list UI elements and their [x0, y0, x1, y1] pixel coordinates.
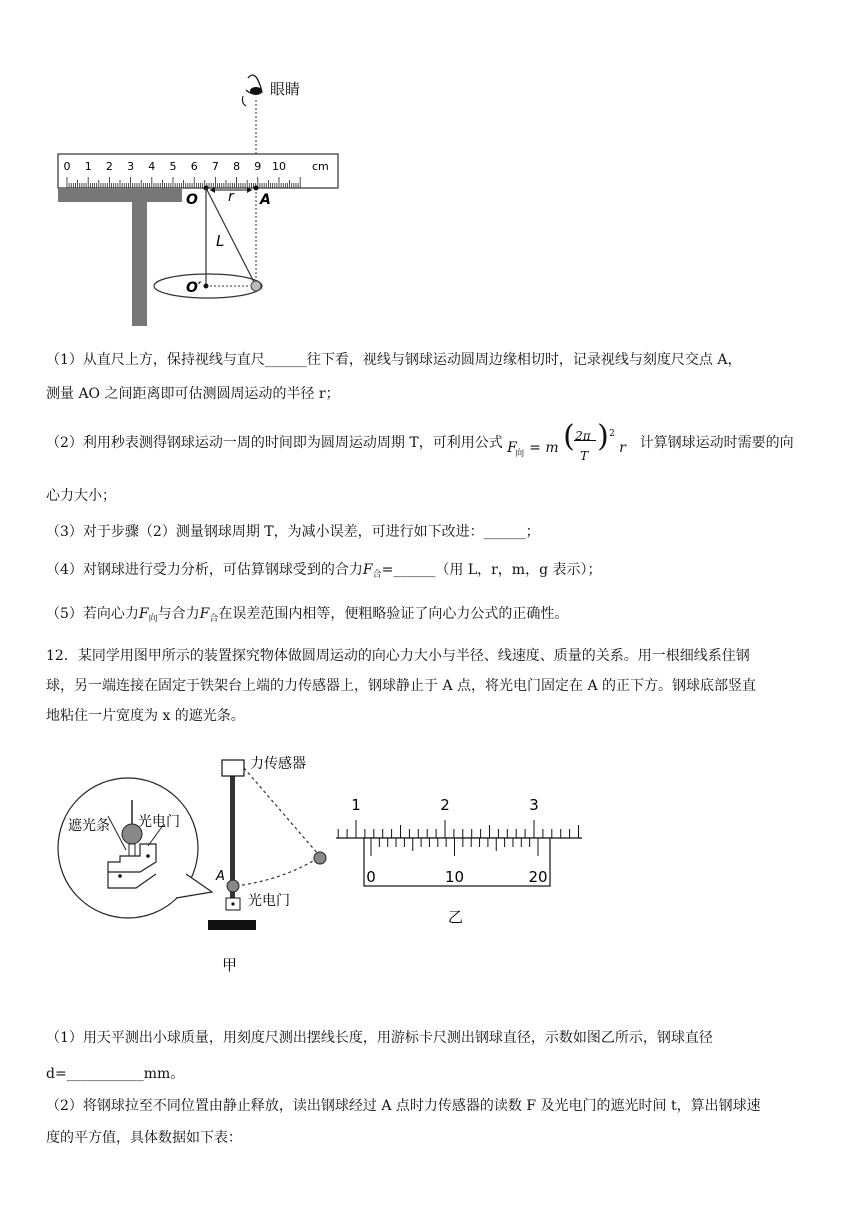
q11-step2-after: 计算钢球运动时需要的向 [639, 435, 794, 451]
figure-1-conical-pendulum [0, 0, 860, 340]
q12-part1-line2: d=___________mm。 [46, 1066, 185, 1082]
ruler-tick-label: 3 [127, 160, 135, 173]
label-o-prime: O′ [186, 280, 202, 296]
inset-shade-strip-label: 遮光条 [68, 818, 110, 834]
q11-step3: （3）对于步骤（2）测量钢球周期 T，为减小误差，可进行如下改进：______； [46, 524, 540, 540]
q11-step1-line1: （1）从直尺上方，保持视线与直尺______往下看，视线与钢球运动圆周边缘相切时，记录视线与刻度尺交点 A， [46, 352, 742, 368]
q11-step4: （4）对钢球进行受力分析，可估算钢球受到的合力$F_合=\_\_\_\_\_\_$（用 L，r，m，g 表示）； [46, 562, 602, 580]
vernier-scale-label: 20 [528, 868, 548, 886]
centripetal-formula: F 向 = m ( 2π T ) 2 r [507, 419, 626, 463]
main-scale-label: 2 [440, 796, 450, 814]
figure-2-apparatus [0, 740, 860, 990]
orbit-center [204, 284, 209, 289]
force-sensor-label: 力传感器 [250, 756, 306, 772]
label-r: r [228, 189, 234, 205]
eye-icon [242, 75, 262, 106]
ruler-tick-label: 6 [190, 160, 198, 173]
q12-part1-line1: （1）用天平测出小球质量，用刻度尺测出摆线长度，用游标卡尺测出钢球直径，示数如图乙所示，钢球直径 [46, 1030, 713, 1046]
main-scale-label: 3 [529, 796, 539, 814]
ruler-tick-label: 9 [254, 160, 262, 173]
q11-step2-before: （2）利用秒表测得钢球运动一周的时间即为圆周运动周期 T，可利用公式 [46, 435, 503, 451]
ruler-tick-label: 0 [63, 160, 71, 173]
ruler [58, 154, 338, 188]
main-scale-label: 1 [351, 796, 361, 814]
ruler-tick-label: 2 [105, 160, 113, 173]
q12-line1: 12．某同学用图甲所示的装置探究物体做圆周运动的向心力大小与半径、线速度、质量的关系。用一根细线系住钢 [46, 648, 750, 664]
stand-pillar [132, 202, 147, 326]
vernier-caliper [336, 796, 582, 886]
main-scale-labels [351, 796, 539, 814]
ruler-tick-label: 5 [169, 160, 177, 173]
displaced-ball [314, 852, 326, 864]
swing-path [236, 858, 318, 886]
ruler-tick-label: 10 [272, 160, 286, 173]
q12-line2: 球，另一端连接在固定于铁架台上端的力传感器上，钢球静止于 A 点，将光电门固定在 A 的正下方。钢球底部竖直 [46, 678, 757, 694]
q12-part2-line2: 度的平方值，具体数据如下表： [46, 1130, 242, 1146]
inset-photogate-label: 光电门 [138, 814, 180, 830]
vernier-scale-label: 10 [444, 868, 465, 886]
vernier-scale-label: 0 [366, 868, 376, 886]
q12-part2-line1: （2）将钢球拉至不同位置由静止释放，读出钢球经过 A 点时力传感器的读数 F 及光电门的遮光时间 t，算出钢球速 [46, 1098, 761, 1114]
eye-label: 眼睛 [270, 80, 301, 98]
steel-ball [251, 281, 261, 291]
q11-step5: （5）若向心力$F_向$与合力$F_合$在误差范围内相等，便粗略验证了向心力公式的正确性。 [46, 606, 569, 624]
ruler-tick-label: 1 [84, 160, 92, 173]
stand-base [208, 920, 256, 930]
stand-top-bar [58, 188, 182, 202]
q11-step2-line2: 心力大小； [46, 488, 116, 504]
displaced-string [244, 768, 318, 854]
caption-jia: 甲 [222, 956, 238, 974]
point-a [254, 186, 259, 191]
ruler-tick-label: 7 [211, 160, 219, 173]
label-l: L [216, 232, 225, 250]
q11-step1-line2: 测量 AO 之间距离即可估测圆周运动的半径 r； [46, 386, 340, 402]
ruler-tick-label: 4 [148, 160, 156, 173]
q11-step2-line1 [46, 419, 816, 468]
label-a-fig2: A [216, 869, 225, 884]
photogate-label: 光电门 [248, 893, 290, 909]
caption-yi: 乙 [448, 908, 464, 926]
label-o: O [186, 192, 198, 208]
ruler-unit: cm [312, 160, 329, 173]
ball-at-a [227, 880, 239, 892]
force-sensor-box [222, 760, 244, 776]
q12-line3: 地粘住一片宽度为 x 的遮光条。 [46, 708, 245, 724]
label-a: A [260, 192, 271, 208]
ruler-tick-label: 8 [233, 160, 241, 173]
main-scale-ticks [338, 820, 578, 838]
